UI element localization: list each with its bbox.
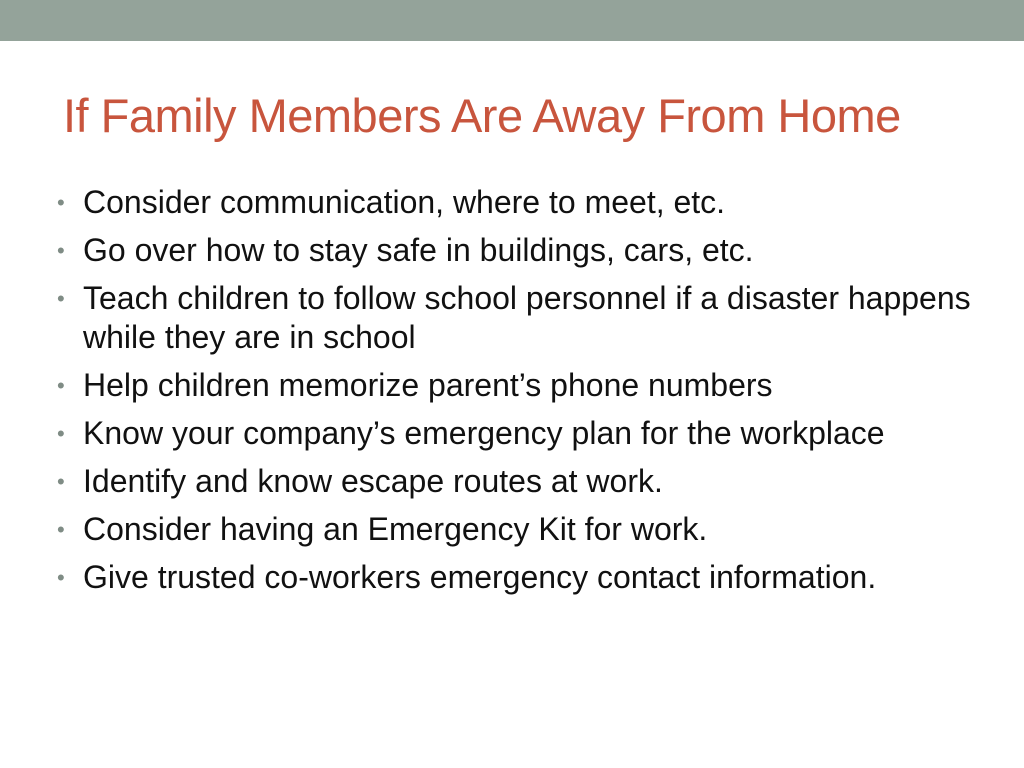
- bullet-item-escape-routes: [57, 462, 977, 501]
- slide-title: If Family Members Are Away From Home: [63, 89, 901, 142]
- bullet-item-emergency-kit: [57, 510, 977, 549]
- bullet-item-communication: [57, 183, 977, 222]
- bullet-list: [57, 183, 977, 606]
- bullet-item-coworkers-contact: [57, 558, 977, 597]
- bullet-item-stay-safe: [57, 231, 977, 270]
- bullet-text: Teach children to follow school personnel if a disaster happens while they are in school: [83, 280, 971, 355]
- bullet-text: Go over how to stay safe in buildings, cars, etc.: [83, 232, 754, 268]
- bullet-marker: •: [57, 565, 65, 590]
- bullet-item-company-plan: [57, 414, 977, 453]
- bullet-marker: •: [57, 238, 65, 263]
- bullet-item-phone-numbers: [57, 366, 977, 405]
- bullet-marker: •: [57, 190, 65, 215]
- bullet-marker: •: [57, 421, 65, 446]
- top-accent-bar: [0, 0, 1024, 41]
- bullet-marker: •: [57, 469, 65, 494]
- bullet-marker: •: [57, 517, 65, 542]
- bullet-text: Consider communication, where to meet, etc.: [83, 184, 726, 220]
- bullet-marker: •: [57, 373, 65, 398]
- bullet-text: Know your company’s emergency plan for the workplace: [83, 415, 885, 451]
- bullet-text: Give trusted co-workers emergency contact information.: [83, 559, 877, 595]
- bullet-item-school-personnel: [57, 279, 977, 357]
- bullet-marker: •: [57, 286, 65, 311]
- bullet-text: Help children memorize parent’s phone numbers: [83, 367, 773, 403]
- bullet-text: Identify and know escape routes at work.: [83, 463, 663, 499]
- bullet-text: Consider having an Emergency Kit for work.: [83, 511, 708, 547]
